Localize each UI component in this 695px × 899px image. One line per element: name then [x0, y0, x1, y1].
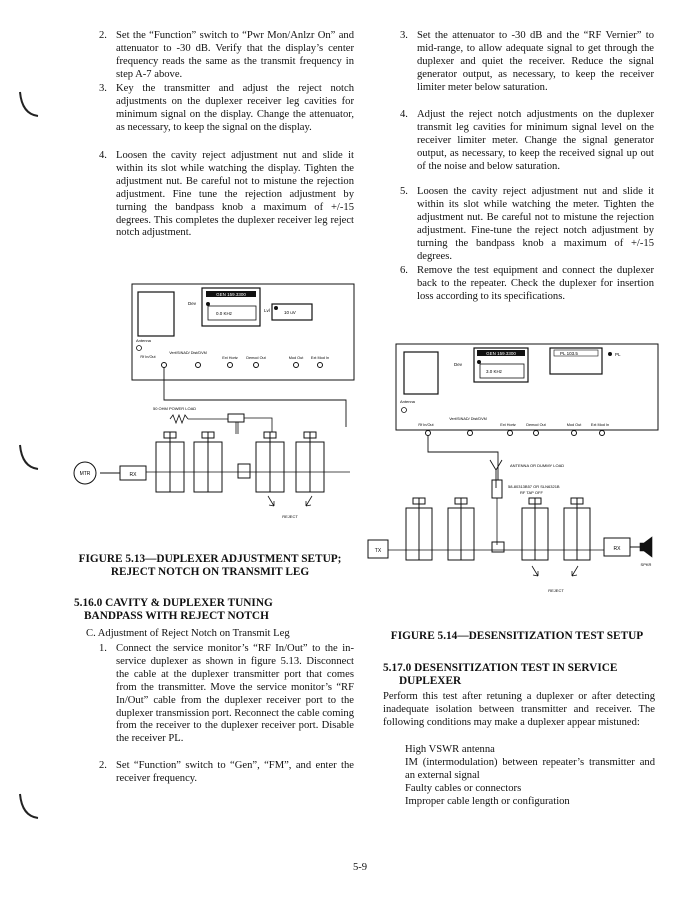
step-text: Adjust the reject notch adjustments on the duplexer transmit leg cavities for minimum signal level on the receiver limiter meter. Change the signal generator output, as necessary, to keep the received signal up out of the noise and below saturation.	[417, 109, 654, 172]
section-5-16-subheading: C. Adjustment of Reject Notch on Transmit Leg	[86, 628, 290, 639]
step-number: 2.	[99, 30, 107, 41]
lvl-value: 10 uV	[284, 310, 296, 315]
step-text: Set “Function” switch to “Gen”, “FM”, and enter the receiver frequency.	[116, 760, 354, 784]
mtr-label: MTR	[79, 471, 91, 477]
port-extmod: Ext Mod In	[310, 356, 330, 360]
heading-line: 5.17.0 DESENSITIZATION TEST IN SERVICE	[383, 662, 618, 674]
heading-line: 5.16.0 CAVITY & DUPLEXER TUNING	[74, 597, 273, 609]
tap-label-1: 58-80313B57 OR SLN6321B	[508, 484, 560, 489]
port-demod: Demod Out	[246, 356, 266, 360]
right-step-3	[400, 30, 654, 95]
dev-value: 0.0 KHz	[216, 311, 233, 316]
tx-label: TX	[374, 548, 382, 554]
spkr-label: SPKR	[640, 562, 652, 567]
section-5-16-step-1	[99, 643, 354, 746]
figure-5-13-diagram	[60, 282, 360, 522]
left-step-2	[99, 30, 354, 82]
gen-freq-label: GEN 159.3300	[216, 292, 246, 297]
tap-label-2: RF TAP OFF	[520, 490, 543, 495]
port-rf: Rf In/Out	[418, 423, 434, 427]
step-number: 2.	[99, 760, 107, 771]
section-5-16-heading	[74, 597, 359, 623]
condition-item: Faulty cables or connectors	[405, 783, 522, 794]
lvl-label: Lvl	[264, 308, 270, 313]
step-text: Remove the test equipment and connect the duplexer back to the repeater. Check the duplexer for insertion loss according to its specifications.	[417, 265, 654, 302]
section-5-16-step-2	[99, 760, 354, 786]
left-step-4	[99, 150, 354, 240]
port-mod: Mod Out	[288, 356, 304, 360]
rx-label: RX	[129, 472, 137, 478]
figure-5-14-diagram	[364, 340, 664, 602]
rx-label: RX	[613, 546, 621, 552]
binder-mark-2	[16, 443, 40, 473]
condition-item: IM (intermodulation) between repeater’s transmitter and an external signal	[405, 757, 655, 781]
step-text: Set the attenuator to -30 dB and the “RF Vernier” to mid-range, to allow adequate signal to get through the duplexer and quiet the receiver. Reduce the signal generator output, as necessary, to keep the receiver limiter meter below saturation.	[417, 30, 654, 93]
step-text: Loosen the cavity reject adjustment nut and slide it within its slot while watching the display. Tighten the adjustment nut. Be careful not to mistune the rejection adjustment. Fine tune the rejection adjustment by turning the bandpass knob a maximum of +/-15 degrees. This completes the duplexer receiver leg reject notch adjustment.	[116, 150, 354, 239]
ant-load-label: ANTENNA OR DUMMY LOAD	[510, 463, 565, 468]
right-step-4	[400, 109, 654, 174]
step-number: 3.	[400, 30, 408, 41]
section-5-17-intro: Perform this test after retuning a duplexer or after detecting inadequate isolation between transmitter and receiver. The following conditions may make a duplexer appear mistuned:	[383, 691, 655, 728]
pl-value: PL 103.5	[560, 351, 578, 356]
step-text: Key the transmitter and adjust the reject notch adjustments on the duplexer receiver leg cavities for minimum signal on the display. Change the attenuator, as necessary, to keep the signal on the display.	[116, 83, 354, 133]
port-ext: Ext Hortz	[500, 423, 516, 427]
binder-mark-1	[16, 90, 40, 120]
port-mod: Mod Out	[566, 423, 582, 427]
condition-item: Improper cable length or configuration	[405, 796, 570, 807]
dev-label: Dev	[188, 301, 197, 306]
left-step-3	[99, 83, 354, 135]
section-5-17-heading	[383, 662, 663, 688]
load-label: 50 OHM POWER LOAD	[153, 406, 197, 411]
caption-line: REJECT NOTCH ON TRANSMIT LEG	[110, 566, 310, 578]
condition-item: High VSWR antenna	[405, 744, 495, 755]
figure-5-14-caption: FIGURE 5.14—DESENSITIZATION TEST SETUP	[390, 630, 644, 642]
port-vert: Vert/SINAD/ Dist/DVM	[449, 417, 487, 421]
right-step-5	[400, 186, 654, 263]
port-ext: Ext Hortz	[222, 356, 238, 360]
port-vert: Vert/SINAD/ Dist/DVM	[169, 351, 207, 355]
dev-label: Dev	[454, 362, 463, 367]
step-number: 3.	[99, 83, 107, 94]
step-number: 1.	[99, 643, 107, 654]
binder-mark-3	[16, 792, 40, 822]
step-text: Connect the service monitor’s “RF In/Out” to the in-service duplexer as shown in figure 5.13. Disconnect the cable at the duplexer transmitter port that comes from the transmitter. Move the service monitor’s “RF In/Out” cable from the duplexer receiver port to the duplexer transmission port. Reconnect the cable coming from the receiver to the duplexer receiver port. Disable the receiver PL.	[116, 643, 354, 745]
step-number: 4.	[400, 109, 408, 120]
reject-label: REJECT	[548, 588, 564, 593]
heading-line: DUPLEXER	[399, 675, 462, 687]
reject-label: REJECT	[282, 514, 298, 519]
step-number: 6.	[400, 265, 408, 276]
step-text: Loosen the cavity reject adjustment nut and slide it within its slot while watching the meter. Tighten the adjustment nut. Be careful not to mistune the rejection adjustment. Fine-tune the reject notch adjustment by turning the bandpass knob a maximum of +/-15 degrees.	[417, 186, 654, 262]
gen-freq-label: GEN 159.3300	[486, 351, 516, 356]
step-number: 4.	[99, 150, 107, 161]
antenna-label: Antenna	[400, 399, 415, 404]
heading-line: BANDPASS WITH REJECT NOTCH	[84, 610, 269, 622]
step-text: Set the “Function” switch to “Pwr Mon/Anlzr On” and attenuator to -30 dB. Verify that the display’s center frequency reads the same as the transmit frequency in step A-7 above.	[116, 30, 354, 80]
page-number: 5-9	[352, 862, 368, 873]
right-step-6	[400, 265, 654, 304]
figure-5-13-caption	[60, 553, 360, 579]
dev-value: 3.0 KHz	[486, 369, 503, 374]
port-extmod: Ext Mod In	[590, 423, 610, 427]
port-rf: Rf In/Out	[140, 355, 156, 359]
antenna-label: Antenna	[136, 338, 151, 343]
port-demod: Demod Out	[526, 423, 546, 427]
pl-label: PL	[615, 352, 621, 357]
caption-line: FIGURE 5.13—DUPLEXER ADJUSTMENT SETUP;	[78, 553, 342, 565]
step-number: 5.	[400, 186, 408, 197]
